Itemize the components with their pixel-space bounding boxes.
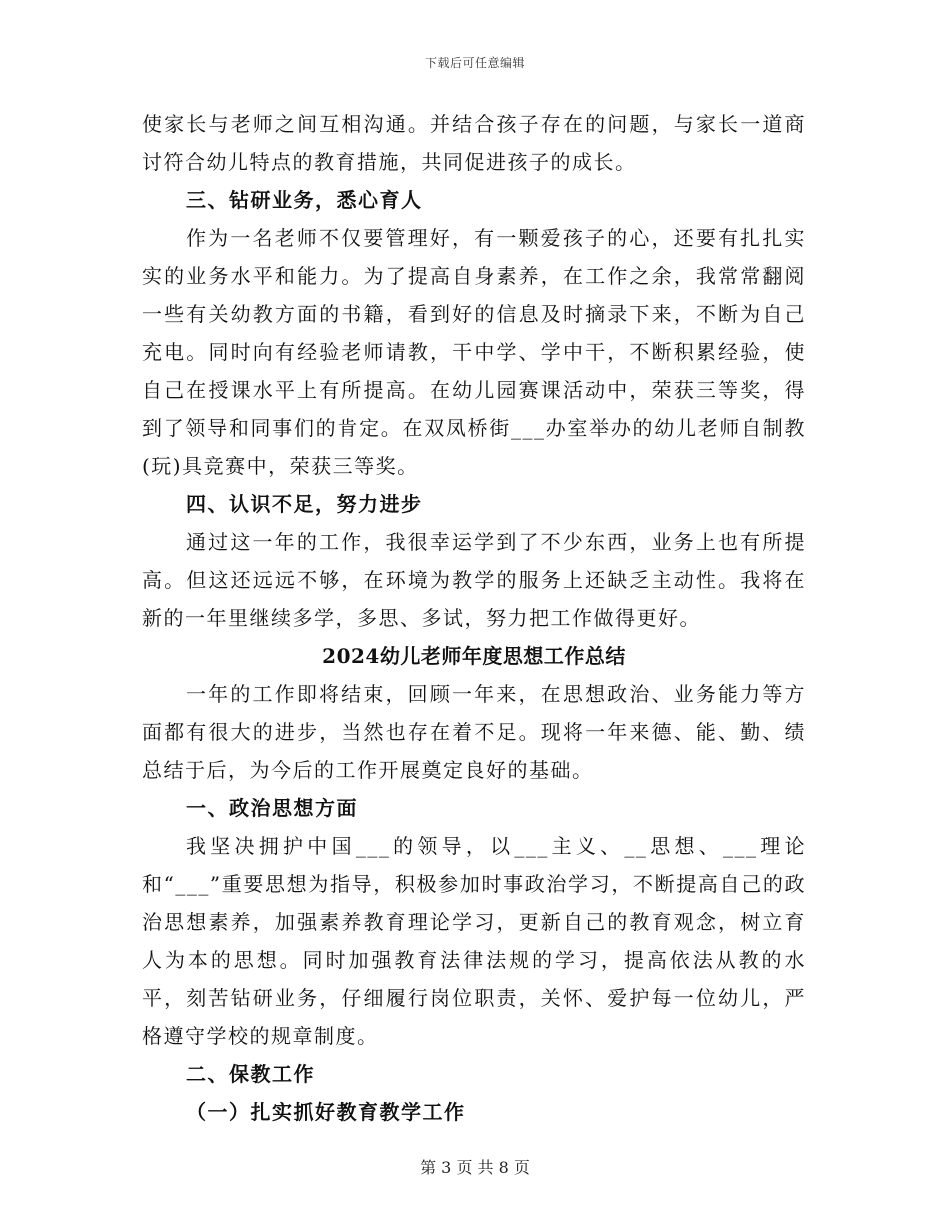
section-heading-2: 二、保教工作 — [186, 1062, 315, 1086]
paragraph-political: 我坚决拥护中国___的领导，以___主义、__思想、___理论和“___”重要思想为指导，积极参加时事政治学习，不断提高自己的政治思想素养，加强素养教育理论学习，更新自己的教育观念，树立育人为本的思想。同时加强教育法律法规的学习，提高依法从教的水平，刻苦钻研业务，仔细履行岗位职责，关怀、爱护每一位幼儿，严格遵守学校的规章制度。 — [142, 834, 806, 1048]
section-heading-1: 一、政治思想方面 — [186, 796, 358, 820]
document-body — [142, 105, 806, 1131]
page-footer: 第 3 页 共 8 页 — [420, 1158, 530, 1177]
subsection-heading-1: （一）扎实抓好教育教学工作 — [186, 1100, 466, 1124]
paragraph-intro: 一年的工作即将结束，回顾一年来，在思想政治、业务能力等方面都有很大的进步，当然也存在着不足。现将一年来德、能、勤、绩总结于后，为今后的工作开展奠定良好的基础。 — [142, 682, 806, 782]
section-heading-3: 三、钻研业务，悉心育人 — [186, 188, 423, 212]
page-header-note: 下载后可任意编辑 — [424, 56, 525, 70]
paragraph-research-business: 作为一名老师不仅要管理好，有一颗爱孩子的心，还要有扎扎实实的业务水平和能力。为了提高自身素养，在工作之余，我常常翻阅一些有关幼教方面的书籍，看到好的信息及时摘录下来，不断为自己充电。同时向有经验老师请教，干中学、学中干，不断积累经验，使自己在授课水平上有所提高。在幼儿园赛课活动中，荣获三等奖，得到了领导和同事们的肯定。在双凤桥街___办室举办的幼儿老师自制教(玩)具竞赛中，荣获三等奖。 — [142, 226, 806, 478]
paragraph-shortcomings: 通过这一年的工作，我很幸运学到了不少东西，业务上也有所提高。但这还远远不够，在环境为教学的服务上还缺乏主动性。我将在新的一年里继续多学，多思、多试，努力把工作做得更好。 — [142, 530, 806, 630]
document-title: 2024幼儿老师年度思想工作总结 — [322, 644, 626, 668]
section-heading-4: 四、认识不足，努力进步 — [186, 492, 423, 516]
paragraph-continuation: 使家长与老师之间互相沟通。并结合孩子存在的问题，与家长一道商讨符合幼儿特点的教育措施，共同促进孩子的成长。 — [142, 112, 806, 174]
